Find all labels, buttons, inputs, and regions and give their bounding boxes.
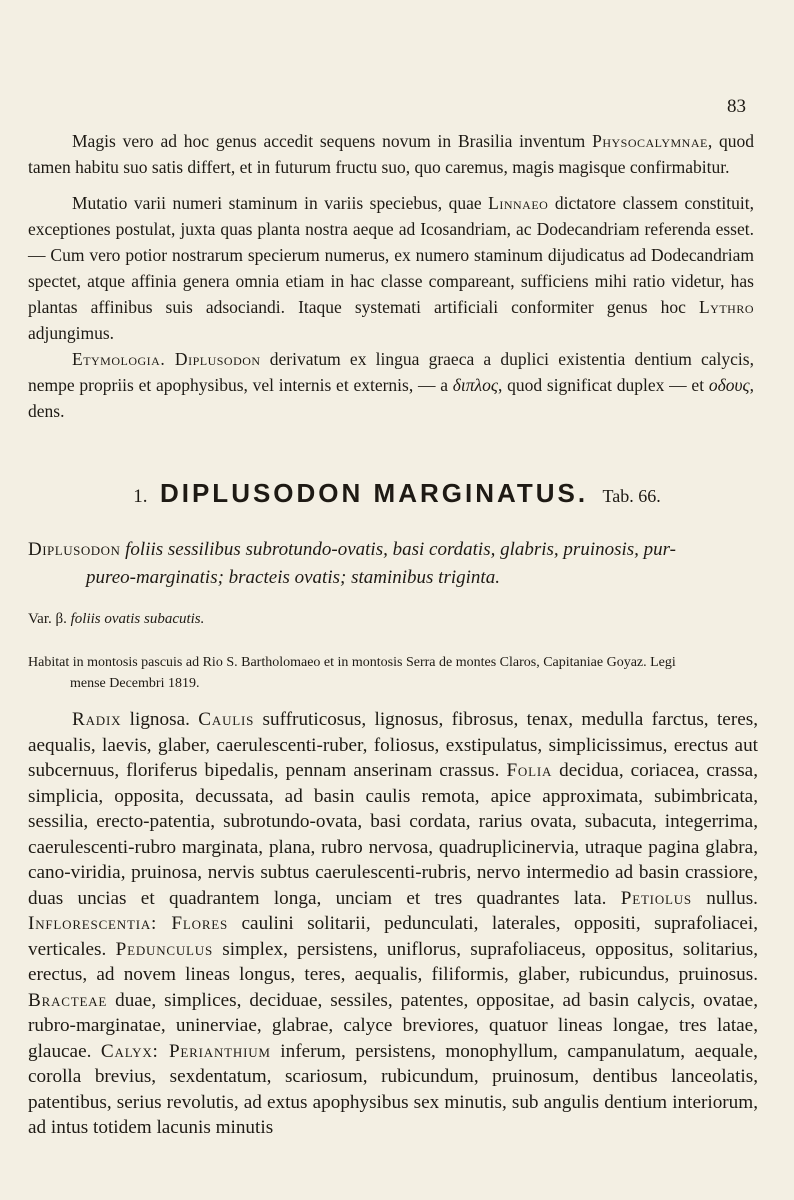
p2-text-mid: dictatore classem constituit, exceptiones postulat, juxta quas planta nostra aeque ad Icosandriam, ac Dodecandriam referenda esset. — Cum vero potior nostrarum specierum numerus, ex numero staminum dijudicatus ad Dodecandriam spectet, atque affinia genera omnia etiam in hac classe compareant, sufficiens mihi ratio videtur, has plantas affinibus suis adsociandi. Itaque systemati artificiali conformiter genus hoc bbox=[28, 193, 754, 317]
intro-paragraph-1 bbox=[28, 128, 754, 180]
bracteae-label: Bracteae bbox=[28, 989, 108, 1011]
p3-text-end: , dens. bbox=[28, 375, 754, 421]
p1-text-end: , quod tamen habitu suo satis differt, et in futurum fructu suo, quo caremus, magis magisque confirmabitur. bbox=[28, 131, 754, 177]
radix-text: lignosa. bbox=[121, 709, 199, 730]
page-number: 83 bbox=[727, 96, 746, 117]
folia-label: Folia bbox=[506, 760, 553, 781]
bracteae-text: duae, simplices, deciduae, sessiles, patentes, oppositae, ad basin calycis, ovatae, rubro-marginatae, uninerviae, glabrae, calyce breviores, quatuor lineas longae, tres latae, glaucae. bbox=[28, 989, 758, 1062]
etymology-genus: Diplusodon bbox=[165, 349, 261, 369]
morphological-description bbox=[28, 707, 758, 1141]
species-heading bbox=[0, 478, 794, 509]
petiolus-label: Petiolus bbox=[620, 887, 692, 909]
p2-genus-ref: Lythro bbox=[698, 297, 754, 317]
etymology-label: Etymologia. bbox=[72, 349, 166, 369]
p3-text-mid: , quod significat duplex — et bbox=[497, 375, 709, 395]
caulis-text: suffruticosus, lignosus, fibrosus, tenax, medulla farctus, teres, aequalis, laevis, glaber, caerulescenti-ruber, foliosus, exstipulatus, simplicissimus, erectus aut subcernuus, floriferus bipedalis, pennam anserinam crassus. bbox=[28, 709, 758, 781]
pedunculus-text: simplex, persistens, uniflorus, suprafoliaceus, oppositus, solitarius, erectus, ad novem lineas longus, teres, aequalis, filiformis, glaber, rubicundus, pruinosus. bbox=[28, 938, 758, 985]
calyx-text: inferum, persistens, monophyllum, campanulatum, aequale, corolla brevius, sexdentatum, scariosum, rubicundum, pruinosum, dentibus lanceolatis, patentibus, serius revolutis, ad extus apophysibus sex minutis, sub angulis dentium interiorum, ad intus totidem lacunis minutis bbox=[28, 1040, 758, 1138]
inflorescentia-label: Inflorescentia: bbox=[28, 913, 158, 934]
p2-text-start: Mutatio varii numeri staminum in variis speciebus, quae bbox=[72, 193, 489, 213]
habitat-note bbox=[28, 652, 762, 694]
p2-text-end: adjungimus. bbox=[28, 323, 115, 343]
diagnosis-line-2: pureo-marginatis; bracteis ovatis; staminibus triginta. bbox=[86, 567, 500, 588]
p2-author-ref: Linnaeo bbox=[488, 193, 549, 213]
species-name: DIPLUSODON MARGINATUS. bbox=[159, 478, 589, 508]
intro-section bbox=[28, 128, 754, 424]
perianthium-label: Perianthium bbox=[158, 1040, 271, 1062]
variety-label: Var. β. bbox=[28, 611, 67, 627]
radix-label: Radix bbox=[72, 709, 122, 730]
p1-text-start: Magis vero ad hoc genus accedit sequens novum in Brasilia inventum bbox=[72, 131, 593, 151]
variety-description: foliis ovatis subacutis. bbox=[66, 611, 205, 627]
pedunculus-label: Pedunculus bbox=[115, 938, 214, 960]
flores-label: Flores bbox=[157, 913, 229, 934]
greek-word-odous: οδους bbox=[708, 375, 750, 395]
habitat-line-1: Habitat in montosis pascuis ad Rio S. Bartholomaeo et in montosis Serra de montes Claros, Capitaniae Goyaz. Legi bbox=[28, 655, 676, 670]
p3-text-start: derivatum ex lingua graeca a duplici existentia dentium calycis, nempe propriis et apophysibus, vel internis et externis, — a bbox=[28, 349, 754, 395]
flores-text: caulini solitarii, pedunculati, laterales, oppositi, suprafoliacei, verticales. bbox=[28, 913, 758, 960]
folia-text: decidua, coriacea, crassa, simplicia, opposita, decussata, ad basin caulis remota, apice approximata, subimbricata, sessilia, erecto-patentia, subrotundo-ovata, basi cordata, rarius ovata, subacuta, integerrima, caerulescenti-rubro marginata, plana, rubro nervosa, quadruplicinervia, utraque pagina glabra, cano-viridia, pruinosa, nervis subtus caerulescenti-rubris, nervo intermedio ad basin crassiore, duas uncias et quadrantem longa, unciam et tres quadrantes lata. bbox=[28, 760, 758, 909]
species-diagnosis bbox=[28, 536, 758, 592]
plate-reference: Tab. 66. bbox=[602, 486, 661, 506]
variety-note bbox=[28, 611, 204, 628]
petiolus-text: nullus. bbox=[691, 887, 758, 909]
caulis-label: Caulis bbox=[198, 709, 255, 730]
greek-word-diplos: διπλος bbox=[452, 375, 498, 395]
intro-paragraph-2 bbox=[28, 190, 754, 346]
diagnosis-line-1: foliis sessilibus subrotundo-ovatis, basi cordatis, glabris, pruinosis, pur- bbox=[120, 539, 677, 560]
p1-genus-ref: Physocalymnae bbox=[592, 131, 708, 151]
diagnosis-genus: Diplusodon bbox=[28, 539, 121, 560]
calyx-label: Calyx: bbox=[100, 1040, 159, 1062]
intro-paragraph-3 bbox=[28, 346, 754, 424]
habitat-line-2: mense Decembri 1819. bbox=[70, 676, 200, 691]
species-number: 1. bbox=[133, 486, 148, 507]
